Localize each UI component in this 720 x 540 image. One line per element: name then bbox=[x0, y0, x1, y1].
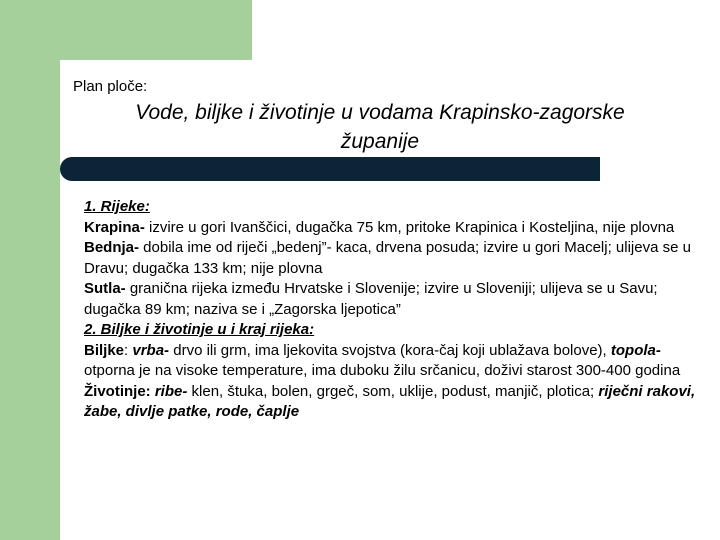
green-side-strip bbox=[0, 0, 60, 540]
plants-paragraph: Biljke: vrba- drvo ili grm, ima ljekovita svojstva (kora-čaj koji ublažava bolove), topola- otporna je na visoke temperature, ima duboku žilu srčanicu, doživi starost 300-400 godina bbox=[84, 341, 681, 379]
river-name: Bednja- bbox=[84, 239, 140, 256]
animal-ribe: ribe- bbox=[154, 382, 188, 400]
river-description: izvire u gori Ivanščici, dugačka 75 km, pritoke Krapinica i Kosteljina, nije plovna bbox=[144, 218, 675, 236]
river-name: Sutla- bbox=[84, 280, 126, 297]
plant-vrba: vrba- bbox=[132, 341, 170, 359]
section-heading-plants-animals: 2. Biljke i životinje u i kraj rijeka: bbox=[84, 321, 315, 338]
plant-vrba-description: drvo ili grm, ima ljekovita svojstva (kora-čaj koji ublažava bolove), bbox=[169, 341, 611, 359]
slide-subtitle: Plan ploče: bbox=[73, 78, 148, 95]
plant-topola-description: otporna je na visoke temperature, ima duboku žilu srčanicu, doživi starost 300-400 godina bbox=[84, 362, 681, 379]
animals-paragraph bbox=[84, 382, 699, 423]
river-item bbox=[84, 218, 699, 239]
river-item bbox=[84, 238, 699, 279]
animal-fish-list: klen, štuka, bolen, grgeč, som, uklije, podust, manjič, plotica; bbox=[187, 382, 599, 400]
animal-others: riječni rakovi, žabe, divlje patke, rode, čaplje bbox=[84, 382, 696, 420]
plants-label: Biljke bbox=[84, 341, 125, 359]
river-description: dobila ime od riječi „bedenj”- kaca, drvena posuda; izvire u gori Macelj; ulijeva se u Dravu; dugačka 133 km; nije plovna bbox=[84, 239, 691, 277]
plant-topola: topola- bbox=[610, 341, 661, 359]
section-heading-rivers: 1. Rijeke: bbox=[84, 198, 150, 215]
slide-body bbox=[84, 197, 699, 423]
animals-label: Životinje: bbox=[84, 382, 151, 400]
river-name: Krapina- bbox=[84, 218, 145, 236]
river-description: granična rijeka između Hrvatske i Slovenije; izvire u Sloveniji; ulijeva se u Savu; dugačka 89 km; naziva se i „Zagorska ljepotica” bbox=[84, 280, 658, 318]
slide-title: Vode, biljke i životinje u vodama Krapinsko-zagorske županije bbox=[135, 101, 625, 153]
title-underline-bar bbox=[60, 157, 600, 181]
river-item bbox=[84, 279, 699, 320]
